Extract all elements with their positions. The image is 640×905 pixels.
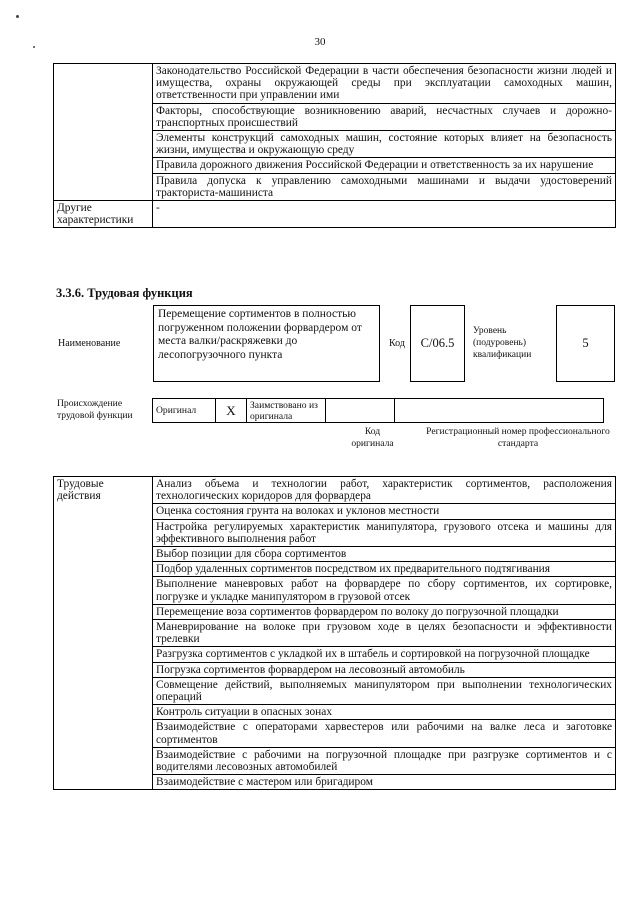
table-cell: Выбор позиции для сбора сортиментов (153, 547, 616, 562)
scan-dot (16, 15, 19, 18)
other-characteristics-value: - (153, 201, 616, 228)
table-cell: Перемещение воза сортиментов форвардером по волоку до погрузочной площадки (153, 604, 616, 619)
level-box: 5 (556, 305, 615, 382)
table-cell: Оценка состояния грунта на волоках и уклонов местности (153, 504, 616, 519)
registration-caption: Регистрационный номер профессионального стандарта (426, 426, 610, 449)
table-cell: Правила дорожного движения Российской Федерации и ответственность за их нарушение (153, 158, 616, 173)
page-number: 30 (314, 36, 326, 48)
table-cell: Взаимодействие с операторами харвестеров или рабочими на валке леса и заготовке сортиментов (153, 720, 616, 747)
registration-number-cell (395, 399, 604, 423)
table-cell: Элементы конструкций самоходных машин, состояние которых влияет на безопасность жизни, имущества и окружающую среду (153, 131, 616, 158)
other-characteristics-label: Другие характеристики (54, 201, 153, 228)
function-code-box: C/06.5 (410, 305, 465, 382)
table-cell: Выполнение маневровых работ на форвардере по сбору сортиментов, их сортировке, погрузке и укладке манипулятором в грузовой отсек (153, 577, 616, 604)
original-code-caption: Код оригинала (351, 426, 394, 449)
origin-table (152, 398, 604, 423)
function-name-box: Перемещение сортиментов в полностью погруженном положении форвардером от места валки/раскряжевки до лесопогрузочного пункта (153, 305, 380, 382)
original-code-cell (326, 399, 395, 423)
table-row (54, 64, 616, 104)
borrowed-cell: Заимствовано из оригинала (247, 399, 326, 423)
table-cell: Правила допуска к управлению самоходными машинами и выдачи удостоверений тракториста-машиниста (153, 173, 616, 200)
original-mark: X (216, 399, 247, 423)
origin-label: Происхождение трудовой функции (57, 398, 133, 421)
table-cell: Факторы, способствующие возникновению аварий, несчастных случаев и дорожно-транспортных происшествий (153, 103, 616, 130)
table-row (153, 399, 604, 423)
name-label: Наименование (58, 338, 121, 349)
table-cell: Анализ объема и технологии работ, характеристик сортиментов, расположения технологических коридоров для форвардера (153, 477, 616, 504)
table-cell: Контроль ситуации в опасных зонах (153, 705, 616, 720)
table-row (54, 477, 616, 504)
original-cell: Оригинал (153, 399, 216, 423)
labor-actions-label: Трудовые действия (54, 477, 153, 790)
table-cell: Взаимодействие с мастером или бригадиром (153, 775, 616, 790)
table-cell: Маневрирование на волоке при грузовом ходе в целях безопасности и эффективности трелевки (153, 620, 616, 647)
table-cell: Взаимодействие с рабочими на погрузочной площадке при разгрузке сортиментов и с водителями лесовозных автомобилей (153, 747, 616, 774)
row-label-empty (54, 64, 153, 201)
section-title: 3.3.6. Трудовая функция (56, 286, 193, 300)
table-cell: Погрузка сортиментов форвардером на лесовозный автомобиль (153, 662, 616, 677)
level-label: Уровень (подуровень) квалификации (473, 326, 532, 360)
knowledge-table (53, 63, 616, 228)
table-row (54, 201, 616, 228)
table-cell: Законодательство Российской Федерации в части обеспечения безопасности жизни людей и имущества, охраны окружающей среды при эксплуатации самоходных машин, ответственности при управлении ими (153, 64, 616, 104)
table-cell: Подбор удаленных сортиментов посредством их предварительного подтягивания (153, 562, 616, 577)
labor-actions-table (53, 476, 616, 790)
table-cell: Разгрузка сортиментов с укладкой их в штабель и сортировкой на погрузочной площадке (153, 647, 616, 662)
code-label: Код (389, 338, 405, 349)
table-cell: Совмещение действий, выполняемых манипулятором при выполнении технологических операций (153, 677, 616, 704)
table-cell: Настройка регулируемых характеристик манипулятора, грузового отсека и машины для эффективного выполнения работ (153, 519, 616, 546)
